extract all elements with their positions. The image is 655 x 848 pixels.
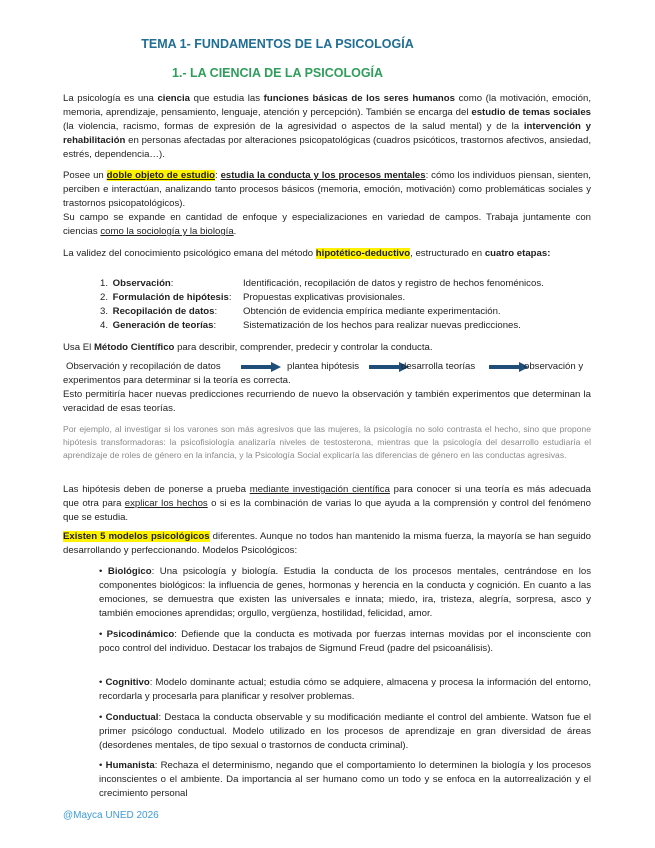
- hypothesis-paragraph: Las hipótesis deben de ponerse a prueba mediante investigación científica para conocer si una teoría es más adecuada que otra para explicar los hechos o si es la combinación de varias lo que ayuda a la comprensión y control del fenómeno que se estudia.: [63, 484, 592, 523]
- arrow-right-icon: [489, 362, 529, 372]
- models-intro: Existen 5 modelos psicológicos diferentes. Aunque no todos han mantenido la misma fuerza, la mayoría se han seguido desarrollando y perfeccionando. Modelos Psicológicos:: [63, 531, 591, 556]
- page-title: TEMA 1- FUNDAMENTOS DE LA PSICOLOGÍA: [141, 37, 414, 51]
- flow-step: plantea hipótesis: [287, 361, 360, 372]
- highlight-doble-objeto: doble objeto de estudio: [106, 170, 215, 181]
- flow-line: [63, 360, 591, 374]
- predictions-paragraph: Esto permitiría hacer nuevas predicciones recurriendo de nuevo la observación y también experimentos que determinan la veracidad de esas teorías.: [63, 389, 591, 414]
- step-item: 4. Generación de teorías: Sistematización de los hechos para realizar nuevas predicciones.: [100, 320, 521, 331]
- model-item: • Conductual: Destaca la conducta observable y su modificación mediante el control del ambiente. Watson fue el primer psicólogo conductual. Modelo utilizado en los procesos de aprendizaje en gran diversidad de áreas (desordenes mentales, de tipo sexual o trastornos de conducta criminal).: [99, 712, 591, 751]
- scientific-method-line: Usa El Método Científico para describir, comprender, predecir y controlar la conducta.: [63, 342, 433, 353]
- step-item: 1. Observación: Identificación, recopilación de datos y registro de hechos fenoménicos.: [100, 278, 544, 289]
- arrow-right-icon: [241, 362, 281, 372]
- object-paragraph: Posee un doble objeto de estudio: estudia la conducta y los procesos mentales: cómo los individuos piensan, sienten, perciben e interactúan, analizando tanto procesos básicos (memoria, emoción, motivación) como problemáticas sociales y trastornos psicopatológicos).: [63, 170, 591, 209]
- flow-step: observación y: [524, 361, 584, 372]
- footer-credit: @Mayca UNED 2026: [63, 810, 159, 821]
- highlight-hipotetico: hipotético-deductivo: [315, 248, 411, 259]
- step-item: 2. Formulación de hipótesis: Propuestas explicativas provisionales.: [100, 292, 406, 303]
- flow-continuation: experimentos para determinar si la teoría es correcta.: [63, 375, 291, 386]
- example-paragraph: Por ejemplo, al investigar si los varones son más agresivos que las mujeres, la psicología no solo contrasta el hecho, sino que propone hipótesis transformadoras: la psicofisiología analizaría niveles de testosterona, mientras que la psicología del desarrollo estudiaría el aprendizaje de roles de género en la infancia, y la Psicología Social explicaría las diferencias de género en las conductas agresivas.: [63, 424, 591, 460]
- flow-step: Observación y recopilación de datos: [66, 361, 221, 372]
- model-item: • Biológico: Una psicología y biología. Estudia la conducta de los procesos mentales, centrándose en los componentes biológicos: la influencia de genes, hormonas y herencia en la conducta y cognición. En cuanto a las emociones, se demuestra que existen las universales e innata; miedo, ira, tristeza, alegría, sorpresa, asco y también emociones aprendidas; orgullo, vergüenza, hostilidad, felicidad, amor.: [99, 566, 591, 619]
- highlight-modelos: Existen 5 modelos psicológicos: [63, 531, 210, 542]
- flow-step: desarrolla teorías: [401, 361, 476, 372]
- model-item: • Humanista: Rechaza el determinismo, negando que el comportamiento lo determinen la biología y los procesos inconscientes o el ambiente. Da importancia al ser humano como un todo y se enfoca en la autorrealización y el crecimiento personal: [99, 760, 591, 799]
- method-paragraph: La validez del conocimiento psicológico emana del método hipotético-deductivo, estructurado en cuatro etapas:: [63, 248, 551, 259]
- field-paragraph: Su campo se expande en cantidad de enfoque y especializaciones en variedad de campos. Trabaja juntamente con ciencias como la sociología y la biología.: [63, 212, 591, 237]
- step-item: 3. Recopilación de datos: Obtención de evidencia empírica mediante experimentación.: [100, 306, 501, 317]
- section-title: 1.- LA CIENCIA DE LA PSICOLOGÍA: [171, 66, 384, 80]
- model-item: • Psicodinámico: Defiende que la conducta es motivada por fuerzas internas movidas por el inconsciente con poco control del individuo. Destacar los trabajos de Sigmund Freud (padre del psicoanálisis).: [99, 629, 592, 654]
- intro-paragraph: La psicología es una ciencia que estudia las funciones básicas de los seres humanos como (la motivación, emoción, memoria, aprendizaje, pensamiento, lenguaje, atención y percepción). También se encarga del estudio de temas sociales (la violencia, racismo, formas de expresión de la agresividad o aspectos de la salud mental) y de la intervención y rehabilitación en personas afectadas por alteraciones psicopatológicas (cuadros psicóticos, trastornos afectivos, ansiedad, estrés, dependencia…).: [63, 93, 591, 160]
- model-item: • Cognitivo: Modelo dominante actual; estudia cómo se adquiere, almacena y procesa la información del entorno, recordarla y procesarla para planificar y resolver problemas.: [99, 677, 591, 702]
